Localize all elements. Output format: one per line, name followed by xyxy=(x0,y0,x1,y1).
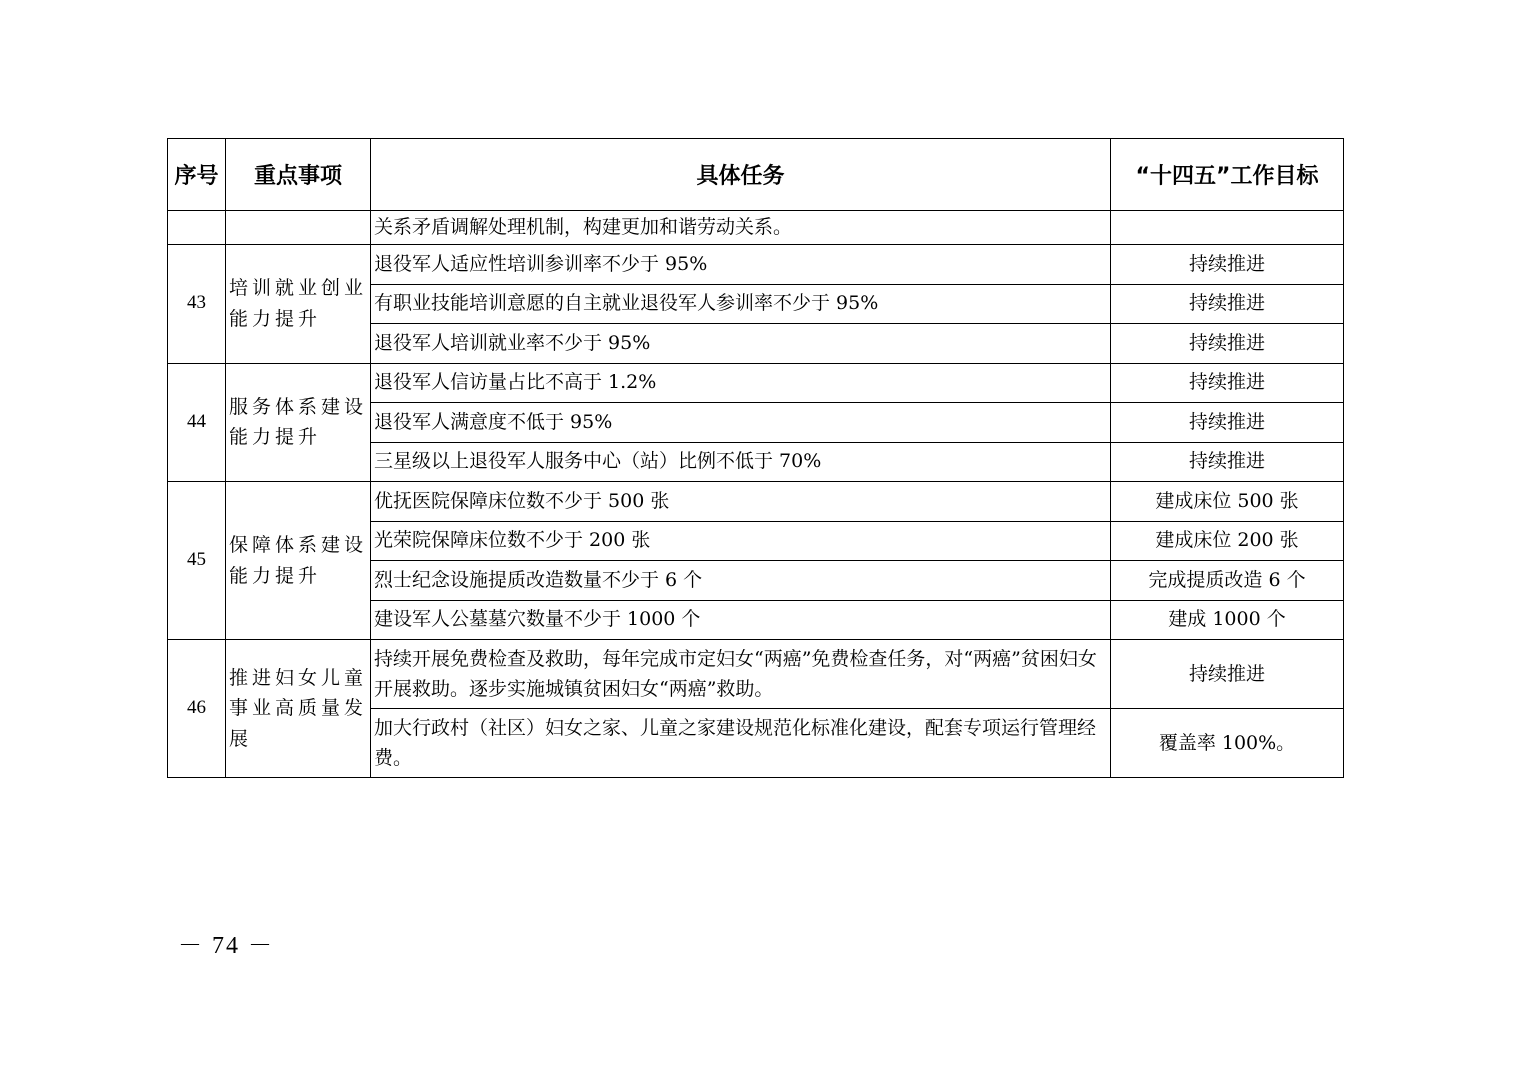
goal-cell: 建成 1000 个 xyxy=(1111,600,1344,640)
key-item-cell: 培训就业创业能力提升 xyxy=(226,245,371,364)
table-row xyxy=(168,245,1344,285)
empty-cell xyxy=(226,211,371,245)
goal-cell: 完成提质改造 6 个 xyxy=(1111,561,1344,601)
row-number: 46 xyxy=(168,640,226,778)
goal-cell: 持续推进 xyxy=(1111,640,1344,709)
task-cell: 退役军人适应性培训参训率不少于 95% xyxy=(371,245,1111,285)
header-specific-task: 具体任务 xyxy=(371,139,1111,211)
table-row xyxy=(168,640,1344,709)
goal-cell: 持续推进 xyxy=(1111,403,1344,443)
goal-cell: 持续推进 xyxy=(1111,324,1344,364)
goal-cell: 持续推进 xyxy=(1111,245,1344,285)
goal-cell: 覆盖率 100%。 xyxy=(1111,709,1344,778)
task-cell: 持续开展免费检查及救助，每年完成市定妇女“两癌”免费检查任务，对“两癌”贫困妇女开展救助。逐步实施城镇贫困妇女“两癌”救助。 xyxy=(371,640,1111,709)
task-cell: 烈士纪念设施提质改造数量不少于 6 个 xyxy=(371,561,1111,601)
goal-cell: 持续推进 xyxy=(1111,442,1344,482)
header-number: 序号 xyxy=(168,139,226,211)
table-row xyxy=(168,363,1344,403)
task-cell: 加大行政村（社区）妇女之家、儿童之家建设规范化标准化建设，配套专项运行管理经费。 xyxy=(371,709,1111,778)
goal-cell: 建成床位 500 张 xyxy=(1111,482,1344,522)
key-item-cell: 保障体系建设能力提升 xyxy=(226,482,371,640)
task-cell: 优抚医院保障床位数不少于 500 张 xyxy=(371,482,1111,522)
task-cell: 退役军人信访量占比不高于 1.2% xyxy=(371,363,1111,403)
task-cell: 光荣院保障床位数不少于 200 张 xyxy=(371,521,1111,561)
empty-cell xyxy=(1111,211,1344,245)
task-cell: 有职业技能培训意愿的自主就业退役军人参训率不少于 95% xyxy=(371,284,1111,324)
row-number: 45 xyxy=(168,482,226,640)
header-row xyxy=(168,139,1344,211)
page-number: － 74 － xyxy=(178,933,274,959)
goal-cell: 建成床位 200 张 xyxy=(1111,521,1344,561)
task-cell: 退役军人满意度不低于 95% xyxy=(371,403,1111,443)
key-item-cell: 推进妇女儿童事业高质量发展 xyxy=(226,640,371,778)
header-key-item: 重点事项 xyxy=(226,139,371,211)
key-item-cell: 服务体系建设能力提升 xyxy=(226,363,371,482)
continuation-row xyxy=(168,211,1344,245)
row-number: 44 xyxy=(168,363,226,482)
goal-cell: 持续推进 xyxy=(1111,363,1344,403)
task-table xyxy=(167,138,1344,778)
goal-cell: 持续推进 xyxy=(1111,284,1344,324)
task-cell: 建设军人公墓墓穴数量不少于 1000 个 xyxy=(371,600,1111,640)
task-cell: 关系矛盾调解处理机制，构建更加和谐劳动关系。 xyxy=(371,211,1111,245)
task-cell: 三星级以上退役军人服务中心（站）比例不低于 70% xyxy=(371,442,1111,482)
task-cell: 退役军人培训就业率不少于 95% xyxy=(371,324,1111,364)
empty-cell xyxy=(168,211,226,245)
table-row xyxy=(168,482,1344,522)
header-work-goal: “十四五”工作目标 xyxy=(1111,139,1344,211)
row-number: 43 xyxy=(168,245,226,364)
